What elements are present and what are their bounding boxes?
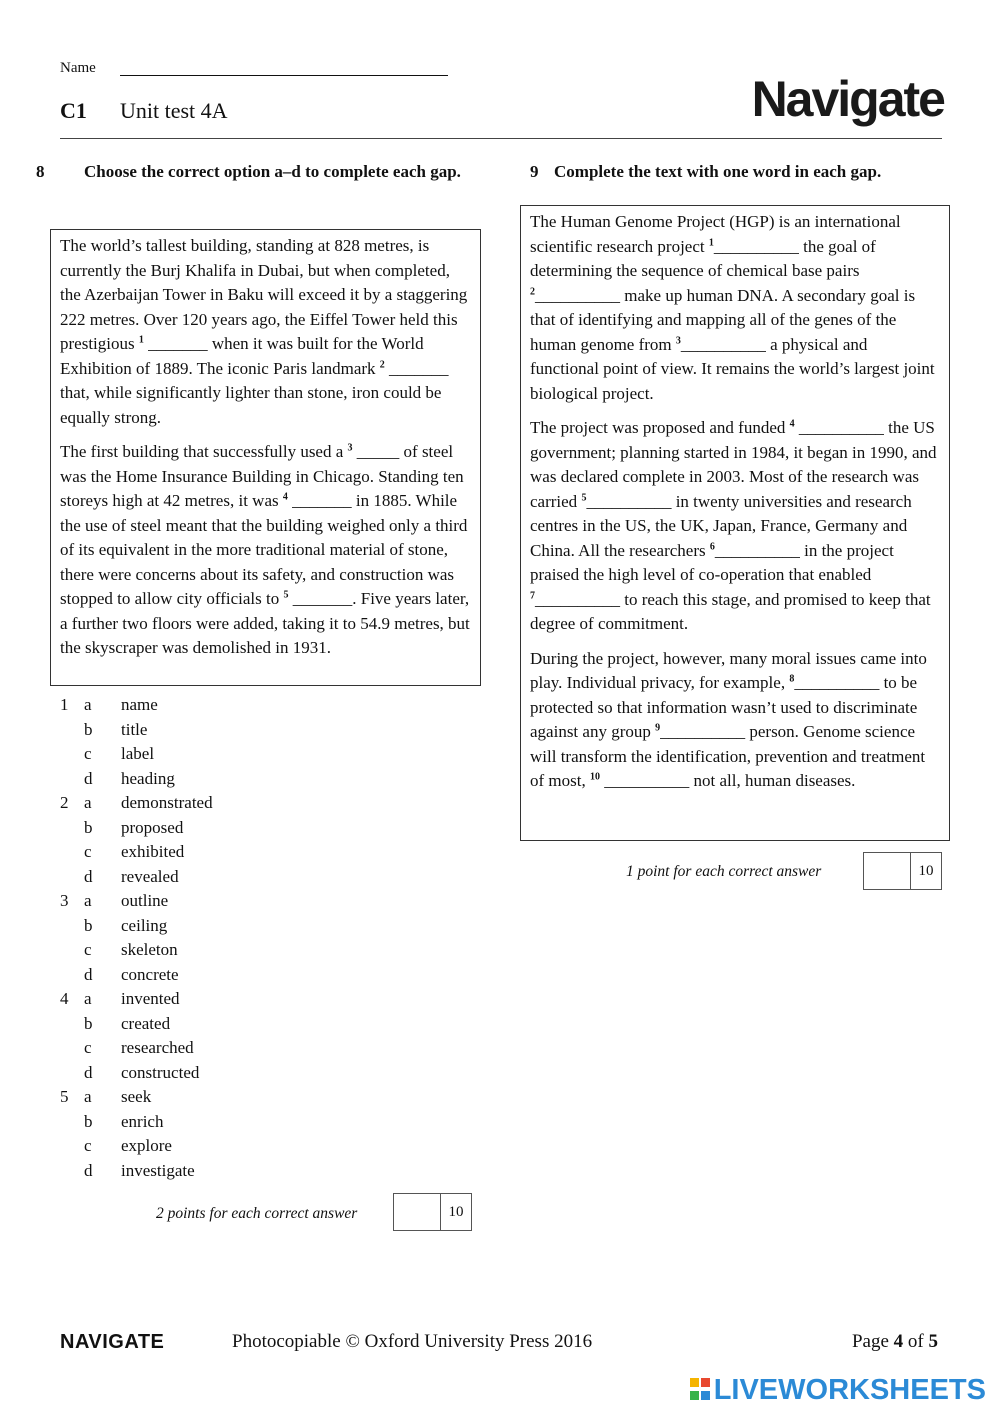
option-word: ceiling <box>121 915 168 935</box>
option-3-d[interactable] <box>60 963 213 988</box>
option-2-a[interactable] <box>60 791 213 816</box>
q8-instruction: Choose the correct option a–d to complete each gap. <box>84 162 461 181</box>
option-letter: b <box>84 817 93 837</box>
option-question-number <box>60 963 84 988</box>
option-word: investigate <box>121 1160 195 1180</box>
option-word: created <box>121 1013 171 1033</box>
q9-text: During the project, however, many moral issues came into play. Individual privacy, for example, <box>530 648 927 692</box>
q8-gap-number: 3 <box>347 442 353 454</box>
q8-number: 8 <box>36 162 45 181</box>
option-question-number <box>60 767 84 792</box>
option-letter: c <box>84 1136 92 1155</box>
q9-gap-number: 4 <box>789 418 795 430</box>
level-label: C1 <box>60 98 87 123</box>
option-1-a[interactable] <box>60 693 213 718</box>
logo-square <box>701 1378 710 1387</box>
q9-text: __________ in twenty universities and research centres in the US, the UK, Japan, France, Germany and China. All the researchers <box>530 491 912 560</box>
page-prefix: Page <box>851 1331 894 1352</box>
option-word: explore <box>121 1136 172 1155</box>
option-letter: c <box>84 744 92 763</box>
option-letter: a <box>84 1087 92 1106</box>
option-letter: a <box>84 891 92 910</box>
option-question-number <box>60 1110 84 1135</box>
q9-passage-box <box>520 205 950 841</box>
header-divider <box>60 138 942 139</box>
option-word: revealed <box>121 866 179 886</box>
option-4-b[interactable] <box>60 1012 213 1037</box>
option-question-number: 4 <box>60 989 69 1008</box>
option-letter: c <box>84 940 92 959</box>
q9-gap-number: 8 <box>789 673 795 685</box>
option-word: heading <box>121 768 175 788</box>
footer-page-number <box>852 1331 938 1353</box>
q8-score-input[interactable] <box>394 1194 441 1230</box>
name-label: Name <box>60 60 96 76</box>
option-2-c[interactable] <box>60 840 213 865</box>
q9-text: __________ the goal of determining the sequence of chemical base pairs <box>530 236 876 280</box>
option-2-b[interactable] <box>60 816 213 841</box>
q8-text: _______ that, while significantly lighter than stone, iron could be equally strong. <box>60 358 449 427</box>
page-current: 4 <box>893 1331 904 1352</box>
q8-text: _______ when it was built for the World Exhibition of 1889. The iconic Paris landmark <box>60 334 424 378</box>
q9-gap-number: 2 <box>530 285 535 297</box>
q9-paragraph <box>530 416 940 637</box>
option-letter: d <box>84 866 93 886</box>
option-letter: d <box>84 1160 93 1180</box>
option-question-number <box>60 938 84 963</box>
option-word: exhibited <box>121 842 185 861</box>
option-5-c[interactable] <box>60 1134 213 1159</box>
page-middle: of <box>903 1331 929 1352</box>
q9-instruction: Complete the text with one word in each gap. <box>554 162 882 181</box>
option-word: demonstrated <box>121 793 213 812</box>
option-5-b[interactable] <box>60 1110 213 1135</box>
option-5-a[interactable] <box>60 1085 213 1110</box>
option-letter: b <box>84 915 93 935</box>
option-word: outline <box>121 891 169 910</box>
q8-gap-number: 5 <box>283 589 289 601</box>
option-letter: b <box>84 1013 93 1033</box>
q9-gap-number: 10 <box>589 771 600 783</box>
option-question-number <box>60 1061 84 1086</box>
q8-text: The world’s tallest building, standing at 828 metres, is currently the Burj Khalifa in Dubai, but when completed, the Azerbaijan Tower in Baku will exceed it by a staggering 222 metres. Over 120 years ago, the Eiffel Tower held this prestigious <box>60 236 468 353</box>
option-word: concrete <box>121 964 179 984</box>
option-word: label <box>121 744 155 763</box>
option-3-a[interactable] <box>60 889 213 914</box>
option-letter: c <box>84 1038 92 1057</box>
option-letter: d <box>84 768 93 788</box>
liveworksheets-icon <box>690 1376 712 1406</box>
q9-gap-number: 1 <box>708 236 714 248</box>
option-word: seek <box>121 1087 152 1106</box>
q8-gap-number: 4 <box>282 491 288 503</box>
option-3-b[interactable] <box>60 914 213 939</box>
q9-gap-number: 5 <box>581 491 587 503</box>
q8-passage-box <box>50 229 481 686</box>
option-question-number: 2 <box>60 793 69 812</box>
option-word: title <box>121 719 148 739</box>
q9-score-input[interactable] <box>864 853 911 889</box>
q9-heading <box>530 160 950 184</box>
logo-square <box>690 1378 699 1387</box>
option-word: proposed <box>121 817 184 837</box>
q8-text: The first building that successfully used a <box>60 442 348 461</box>
option-question-number <box>60 742 84 767</box>
q9-text: __________ the US government; planning started in 1984, it began in 1990, and was declared complete in 2003. Most of the research was carried <box>530 418 937 511</box>
option-word: enrich <box>121 1111 164 1131</box>
logo-square <box>701 1391 710 1400</box>
option-word: name <box>121 695 158 714</box>
q8-text: _____ of steel was the Home Insurance Building in Chicago. Standing ten storeys high at 42 metres, it was <box>60 442 464 510</box>
q8-gap-number: 1 <box>138 334 144 346</box>
q9-text: __________ to be protected so that information wasn’t used to discriminate against any group <box>530 673 918 741</box>
option-1-b[interactable] <box>60 718 213 743</box>
liveworksheets-text: LIVEWORKSHEETS <box>713 1374 986 1406</box>
option-word: skeleton <box>121 940 178 959</box>
option-question-number <box>60 840 84 865</box>
option-letter: a <box>84 793 92 812</box>
option-1-d[interactable] <box>60 767 213 792</box>
q9-gap-number: 3 <box>675 334 681 346</box>
option-question-number <box>60 816 84 841</box>
q8-text: _______ in 1885. While the use of steel meant that the building weighed only a third of its equivalent in the more traditional material of stone, there were concerns about its safety, and construction was stopped to allow city officials to <box>60 491 468 608</box>
option-letter: a <box>84 695 92 714</box>
q9-text: __________ a physical and functional point of view. It remains the world’s largest joint biological project. <box>530 334 935 403</box>
option-1-c[interactable] <box>60 742 213 767</box>
option-letter: b <box>84 719 93 739</box>
q9-score-box <box>863 852 942 890</box>
option-question-number <box>60 1134 84 1159</box>
q8-options-list <box>60 693 213 1183</box>
liveworksheets-watermark <box>690 1374 986 1407</box>
option-4-c[interactable] <box>60 1036 213 1061</box>
q9-text: The project was proposed and funded <box>530 418 790 437</box>
option-question-number <box>60 718 84 743</box>
page-total: 5 <box>928 1331 938 1352</box>
option-question-number <box>60 1036 84 1061</box>
q9-paragraph <box>530 647 940 794</box>
navigate-logo: Navigate <box>751 71 944 127</box>
option-word: researched <box>121 1038 194 1057</box>
q8-paragraph <box>60 440 471 661</box>
footer-brand: NAVIGATE <box>60 1331 165 1353</box>
option-question-number <box>60 914 84 939</box>
q9-number: 9 <box>530 162 539 181</box>
option-letter: b <box>84 1111 93 1131</box>
q9-points-note: 1 point for each correct answer <box>626 863 822 880</box>
option-letter: a <box>84 989 92 1008</box>
option-4-d[interactable] <box>60 1061 213 1086</box>
q9-text: The Human Genome Project (HGP) is an international scientific research project <box>530 212 901 256</box>
option-question-number: 1 <box>60 695 69 714</box>
option-question-number: 3 <box>60 891 69 910</box>
logo-square <box>690 1391 699 1400</box>
name-write-line[interactable] <box>120 75 448 76</box>
q9-max-score: 10 <box>918 862 934 879</box>
q8-text: _______. Five years later, a further two floors were added, taking it to 54.9 metres, but the skyscraper was demolished in 1931. <box>60 589 470 657</box>
q9-paragraph <box>530 210 940 406</box>
footer-copyright: Photocopiable © Oxford University Press 2016 <box>232 1331 593 1352</box>
page-title: Unit test 4A <box>120 98 228 123</box>
option-4-a[interactable] <box>60 987 213 1012</box>
option-letter: d <box>84 1062 93 1082</box>
q8-score-box <box>393 1193 472 1231</box>
q8-heading <box>36 160 504 184</box>
q9-text: __________ in the project praised the high level of co-operation that enabled <box>530 540 894 584</box>
option-question-number <box>60 1159 84 1184</box>
option-question-number <box>60 1012 84 1037</box>
option-word: constructed <box>121 1062 200 1082</box>
option-5-d[interactable] <box>60 1159 213 1184</box>
q9-text: __________ person. Genome science will transform the identification, prevention and treatment of most, <box>530 722 926 790</box>
option-letter: c <box>84 842 92 861</box>
option-letter: d <box>84 964 93 984</box>
option-word: invented <box>121 989 180 1008</box>
q9-text: __________ not all, human diseases. <box>599 771 856 790</box>
option-3-c[interactable] <box>60 938 213 963</box>
q9-text: __________ to reach this stage, and promised to keep that degree of commitment. <box>530 589 931 633</box>
q8-max-score: 10 <box>448 1203 464 1220</box>
option-2-d[interactable] <box>60 865 213 890</box>
q8-gap-number: 2 <box>379 358 385 370</box>
q9-text: __________ make up human DNA. A secondary goal is that of identifying and mapping all of the genes of the human genome from <box>530 285 916 354</box>
q8-paragraph <box>60 234 471 430</box>
q9-gap-number: 9 <box>655 722 661 734</box>
option-question-number <box>60 865 84 890</box>
option-question-number: 5 <box>60 1087 69 1106</box>
q8-points-note: 2 points for each correct answer <box>156 1205 358 1222</box>
q9-gap-number: 7 <box>530 589 535 601</box>
q9-gap-number: 6 <box>709 540 715 552</box>
